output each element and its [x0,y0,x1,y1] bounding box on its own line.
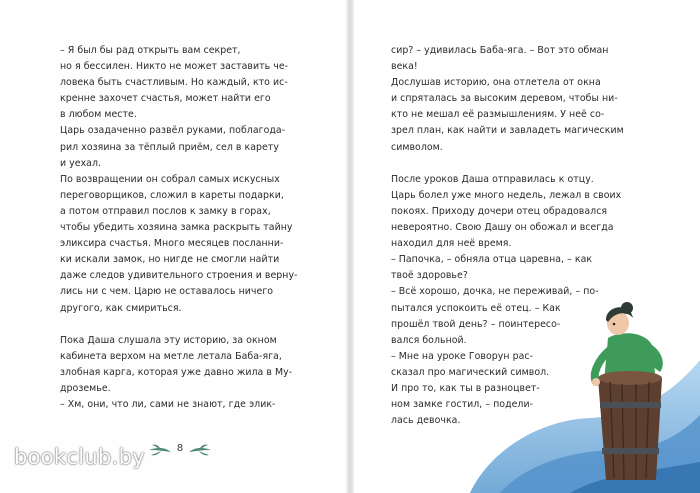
text-line: в любом месте. [60,109,137,121]
text-line: – Папочка, – обняла отца царевна, – как [391,254,593,266]
text-line: ки искали замок, но нигде не смогли найти [60,254,280,266]
text-line: сказал про магический символ. [391,366,550,378]
text-line: символом. [391,141,443,153]
text-line: а потом отправил послов к замку в горах, [60,205,271,217]
baba-yaga-illustration [430,290,700,493]
text-line: кто не мешал её размышлениям. У неё со- [391,109,605,121]
text-line: и уехал. [60,157,102,169]
text-line: вался больной. [391,334,467,346]
text-line: находил для неё время. [391,238,512,250]
text-line: переговорщиков, сложил в кареты подарки, [60,189,284,201]
text-line: Царь озадаченно развёл руками, поблагода- [60,125,286,137]
text-line: ловека быть счастливым. Но каждый, кто ис- [60,77,288,89]
watermark: bookclub.by [14,445,145,469]
text-line: ном замке гостил, – подели- [391,399,534,411]
text-line: – Всё хорошо, дочка, не переживай, – по- [391,286,599,298]
text-line: лись ни с чем. Царю не оставалось ничего [60,286,274,298]
text-line: другого, как смириться. [60,302,182,314]
book-gutter [346,0,354,493]
page-footer-ornament [145,441,215,461]
text-line: чтобы убедить хозяина замка раскрыть тайну [60,222,293,234]
text-line: твоё здоровье? [391,270,468,282]
text-line: но я бессилен. Никто не может заставить че- [60,61,289,73]
text-line: И про то, как ты в разноцвет- [391,382,540,394]
text-line: сир? – удивилась Баба-яга. – Вот это обман [391,45,609,56]
paragraph-gap [391,156,633,172]
text-line: пытался успокоить её отец. – Как [391,302,561,314]
text-line: По возвращении он собрал самых искусных [60,173,280,185]
text-line: кабинета верхом на метле летала Баба-яга, [60,350,282,362]
text-line: невероятно. Свою Дашу он обожал и всегда [391,222,614,234]
text-line: После уроков Даша отправилась к отцу. [391,173,594,185]
text-line: Царь болел уже много недель, лежал в своих [391,189,622,201]
text-line: зрел план, как найти и завладеть магическим [391,125,624,137]
paragraph-gap [60,317,342,333]
text-line: эликсира счастья. Много месяцев посланни- [60,238,284,250]
text-line: покоях. Приходу дочери отец обрадовался [391,205,608,217]
text-line: лась девочка. [391,415,461,427]
left-page-text [60,43,342,413]
page-number: 8 [176,443,184,454]
text-line: дроземье. [60,382,111,394]
text-line: и спряталась за высоким деревом, чтобы ни- [391,93,618,105]
text-line: Пока Даша слушала эту историю, за окном [60,334,277,346]
text-line: рил хозяина за тёплый приём, сел в карету [60,141,279,153]
text-line: прошёл твой день? – поинтересо- [391,318,561,330]
text-line: – Я был бы рад открыть вам секрет, [60,45,241,56]
text-line: – Хм, они, что ли, сами не знают, где элик- [60,399,276,411]
text-line: – Мне на уроке Говорун рас- [391,350,534,362]
text-line: злобная карга, которая уже давно жила в Му- [60,366,293,378]
text-line: даже следов удивительного строения и верну- [60,270,298,282]
text-line: века! [391,61,418,73]
text-line: Дослушав историю, она отлетела от окна [391,77,601,89]
text-line: кренне захочет счастья, может найти его [60,93,271,105]
